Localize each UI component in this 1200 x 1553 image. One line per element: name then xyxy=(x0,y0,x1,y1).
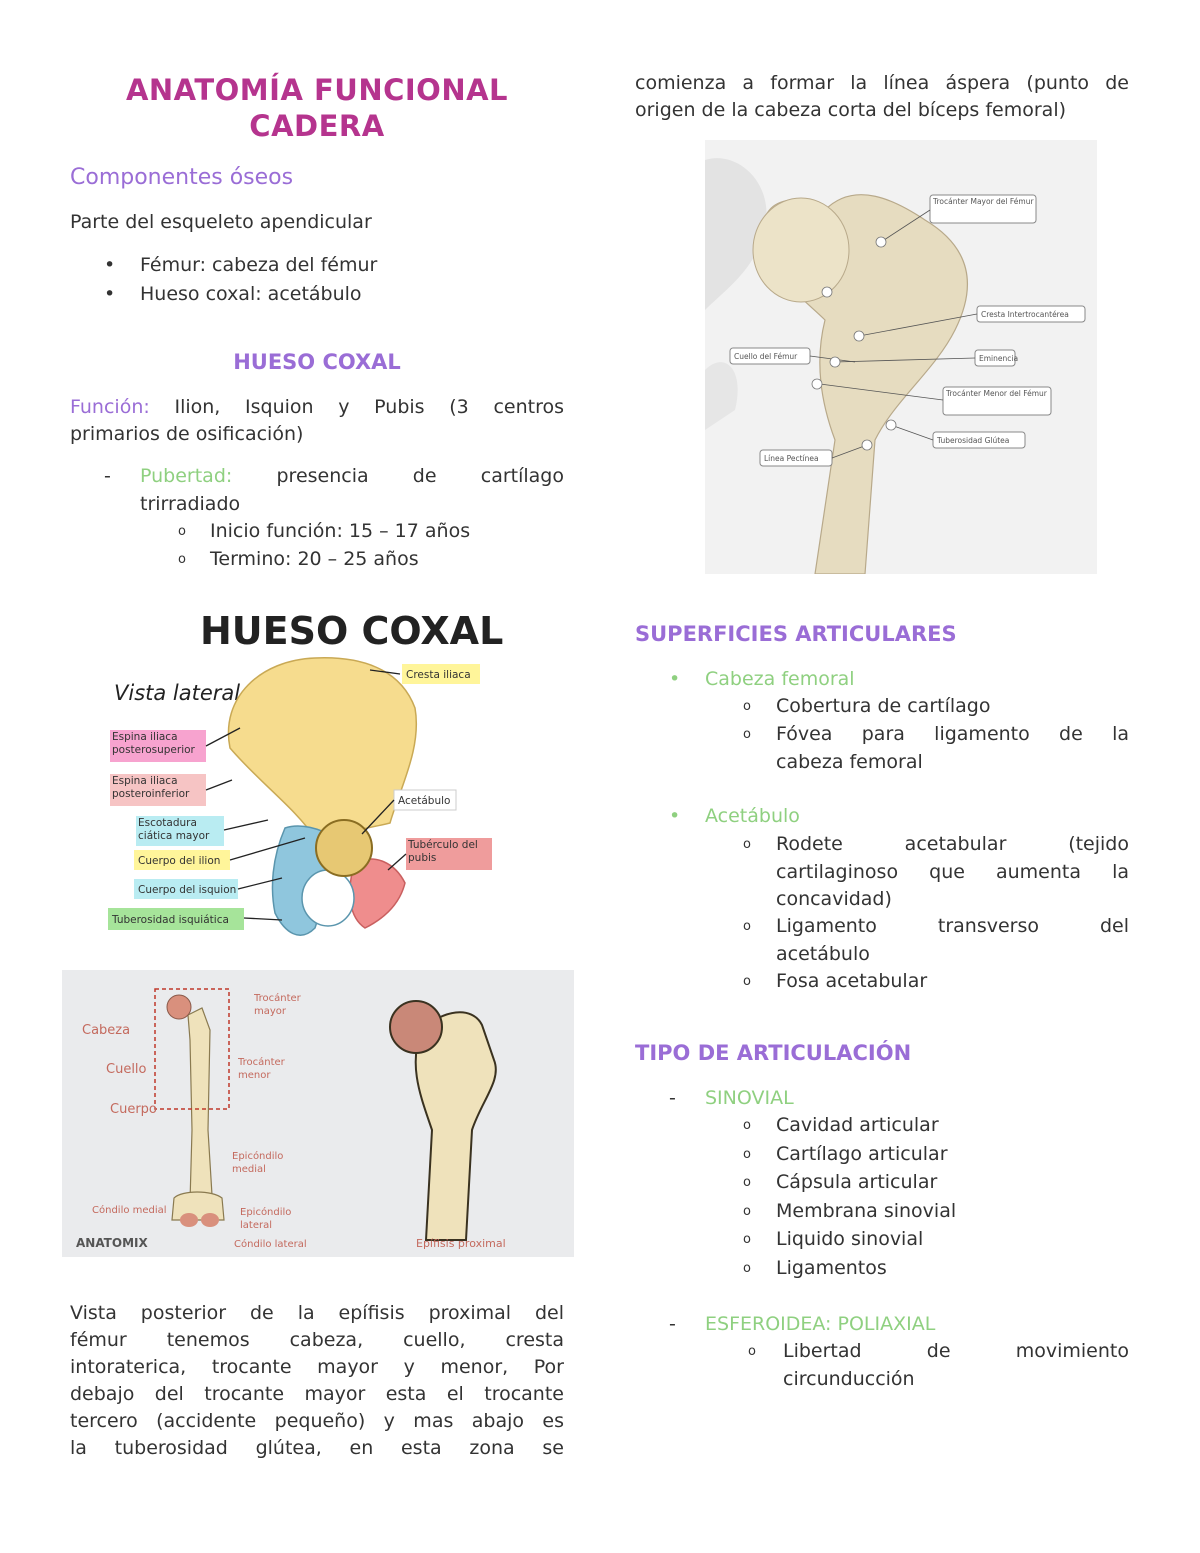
esferoidea-line-1: Libertad de movimiento xyxy=(783,1340,1129,1362)
bullet-icon: • xyxy=(104,254,116,276)
circle-bullet-icon: o xyxy=(178,552,186,567)
sinovial-list xyxy=(743,1112,1129,1283)
marker-dot xyxy=(822,287,832,297)
femur-label-condilo-medial: Cóndilo medial xyxy=(92,1205,167,1216)
ligamento-line-2: acetábulo xyxy=(776,943,870,965)
femur-description-continued: comienza a formar la línea áspera (punto de origen de la cabeza corta del bíceps femoral) xyxy=(635,72,1129,121)
circle-bullet-icon: o xyxy=(743,1260,751,1276)
circle-bullet-icon: o xyxy=(743,1118,751,1133)
acetabulo-label: Acetábulo xyxy=(705,805,800,827)
bullet-icon: • xyxy=(669,668,681,690)
femur-label-condilo-lateral: Cóndilo lateral xyxy=(234,1239,307,1250)
rodete-line-3: concavidad) xyxy=(776,888,892,910)
coxal-figure xyxy=(100,598,510,960)
list-item: o Membrana sinovial xyxy=(743,1198,1129,1227)
circle-bullet-icon: o xyxy=(178,524,186,539)
femur-shaft xyxy=(188,1008,212,1202)
components-heading: Componentes óseos xyxy=(70,165,294,190)
marker-dot xyxy=(854,331,864,341)
puberty-line-2: trirradiado xyxy=(140,493,241,515)
femur-3d-illustration xyxy=(705,140,1097,574)
label-tuberosidad: Tuberosidad isquiática xyxy=(112,914,229,926)
f3d-label-troc-menor: Trocánter Menor del Fémur xyxy=(946,389,1047,398)
label-escotadura: Escotadura ciática mayor xyxy=(138,817,210,842)
puberty-line-1: Pubertad: presencia de cartílago xyxy=(140,465,564,487)
epiphysis-head xyxy=(390,1001,442,1053)
obturator-foramen xyxy=(302,870,354,926)
pelvis-shadow xyxy=(705,362,738,430)
label-cuerpo-isquion: Cuerpo del isquion xyxy=(138,884,237,896)
surfaces-heading: SUPERFICIES ARTICULARES xyxy=(635,622,957,646)
femur-label-cuello: Cuello xyxy=(106,1062,147,1077)
circle-bullet-icon: o xyxy=(743,1146,751,1162)
femur-label-epifisis: Epífisis proximal xyxy=(416,1237,506,1250)
label-espina-ps: Espina iliaca posterosuperior xyxy=(112,731,195,756)
list-item: o Cavidad articular xyxy=(743,1112,1129,1141)
coxal-figure-subtitle: Vista lateral xyxy=(114,681,241,705)
femur-label-epic-medial: Epicóndilo medial xyxy=(232,1151,284,1175)
fosa-item: Fosa acetabular xyxy=(776,970,928,992)
f3d-label-troc-mayor: Trocánter Mayor del Fémur xyxy=(933,197,1034,206)
label-cresta: Cresta iliaca xyxy=(406,669,471,681)
dash-icon: - xyxy=(669,1087,676,1109)
coxal-figure-title: HUESO COXAL xyxy=(200,609,504,653)
femur-head-small xyxy=(167,995,191,1019)
femur-illustration xyxy=(62,970,574,1257)
condyle-medial-shape xyxy=(180,1213,198,1227)
cabeza-femoral-label: Cabeza femoral xyxy=(705,668,855,690)
f3d-label-cuello: Cuello del Fémur xyxy=(734,352,798,361)
esferoidea-label: ESFEROIDEA: POLIAXIAL xyxy=(705,1313,936,1335)
dash-icon: - xyxy=(669,1313,676,1335)
brand-logo: ANATOMIX xyxy=(76,1236,148,1250)
fovea-line-2: cabeza femoral xyxy=(776,751,923,773)
coxal-illustration xyxy=(100,598,510,960)
femur-label-cabeza: Cabeza xyxy=(82,1023,131,1038)
list-item: • Hueso coxal: acetábulo xyxy=(70,281,564,310)
page-title: ANATOMÍA FUNCIONAL CADERA xyxy=(125,73,509,143)
sinovial-label: SINOVIAL xyxy=(705,1087,794,1109)
marker-dot xyxy=(886,420,896,430)
f3d-label-eminencia: Eminencia xyxy=(979,354,1019,363)
condyle-lateral-shape xyxy=(201,1213,219,1227)
f3d-label-linea: Línea Pectínea xyxy=(764,454,819,463)
list-item: o Liquido sinovial xyxy=(743,1226,1129,1255)
circle-bullet-icon: o xyxy=(743,919,751,934)
dash-icon: - xyxy=(104,465,111,487)
coxal-heading: HUESO COXAL xyxy=(233,350,401,374)
circle-bullet-icon: o xyxy=(743,1203,751,1219)
femur-label-troc-menor: Trocánter menor xyxy=(238,1057,285,1081)
circle-bullet-icon: o xyxy=(743,1175,751,1190)
ilium-shape xyxy=(228,658,416,838)
rodete-line-2: cartilaginoso que aumenta la xyxy=(776,861,1129,883)
list-item: o Cartílago articular xyxy=(743,1141,1129,1170)
circle-bullet-icon: o xyxy=(743,837,751,852)
cabeza-item: Cobertura de cartílago xyxy=(776,695,991,717)
list-item: o Ligamentos xyxy=(743,1255,1129,1284)
circle-bullet-icon: o xyxy=(743,699,751,714)
circle-bullet-icon: o xyxy=(748,1344,756,1359)
f3d-label-cresta: Cresta Intertrocantérea xyxy=(981,310,1069,319)
type-heading: TIPO DE ARTICULACIÓN xyxy=(635,1041,912,1065)
marker-dot xyxy=(876,237,886,247)
fovea-line-1: Fóvea para ligamento de la xyxy=(776,723,1129,745)
list-item: • Fémur: cabeza del fémur xyxy=(70,252,564,281)
function-line-2: primarios de osificación) xyxy=(70,423,304,445)
label-espina-pi: Espina iliaca posteroinferior xyxy=(112,775,190,800)
puberty-sub-item: Inicio función: 15 – 17 años xyxy=(210,520,471,542)
femur-label-cuerpo: Cuerpo xyxy=(110,1102,157,1117)
list-item: o Cápsula articular xyxy=(743,1169,1129,1198)
femur-figure xyxy=(62,970,574,1257)
bullet-icon: • xyxy=(669,805,681,827)
function-line-1: Función: Ilion, Isquion y Pubis (3 centros xyxy=(70,396,564,418)
puberty-sub-item: Termino: 20 – 25 años xyxy=(210,548,419,570)
femur-3d-head xyxy=(753,198,849,302)
marker-dot xyxy=(812,379,822,389)
acetabulum-shape xyxy=(316,820,372,876)
circle-bullet-icon: o xyxy=(743,1232,751,1247)
label-tuberculo: Tubérculo del pubis xyxy=(408,839,478,864)
circle-bullet-icon: o xyxy=(743,727,751,742)
esferoidea-line-2: circunducción xyxy=(783,1368,915,1390)
f3d-label-tuberosidad: Tuberosidad Glútea xyxy=(937,436,1010,445)
label-cuerpo-ilion: Cuerpo del ilion xyxy=(138,855,221,867)
femur-label-troc-mayor: Trocánter mayor xyxy=(254,993,301,1017)
bullet-icon: • xyxy=(104,283,116,305)
rodete-line-1: Rodete acetabular (tejido xyxy=(776,833,1129,855)
marker-dot xyxy=(830,357,840,367)
femur-description: Vista posterior de la epífisis proximal del fémur tenemos cabeza, cuello, cresta intoraterica, trocante mayor y menor, Por debajo del trocante mayor esta el trocante tercero (accidente pequeño) y mas abajo es la tuberosidad glútea, en esta zona se xyxy=(70,1302,564,1459)
label-acetabulo: Acetábulo xyxy=(398,795,451,807)
bones-list xyxy=(70,252,564,310)
femur-3d-figure xyxy=(705,140,1097,574)
ligamento-line-1: Ligamento transverso del xyxy=(776,915,1129,937)
circle-bullet-icon: o xyxy=(743,974,751,989)
femur-label-epic-lateral: Epicóndilo lateral xyxy=(240,1207,292,1231)
components-intro: Parte del esqueleto apendicular xyxy=(70,211,372,233)
marker-dot xyxy=(862,440,872,450)
